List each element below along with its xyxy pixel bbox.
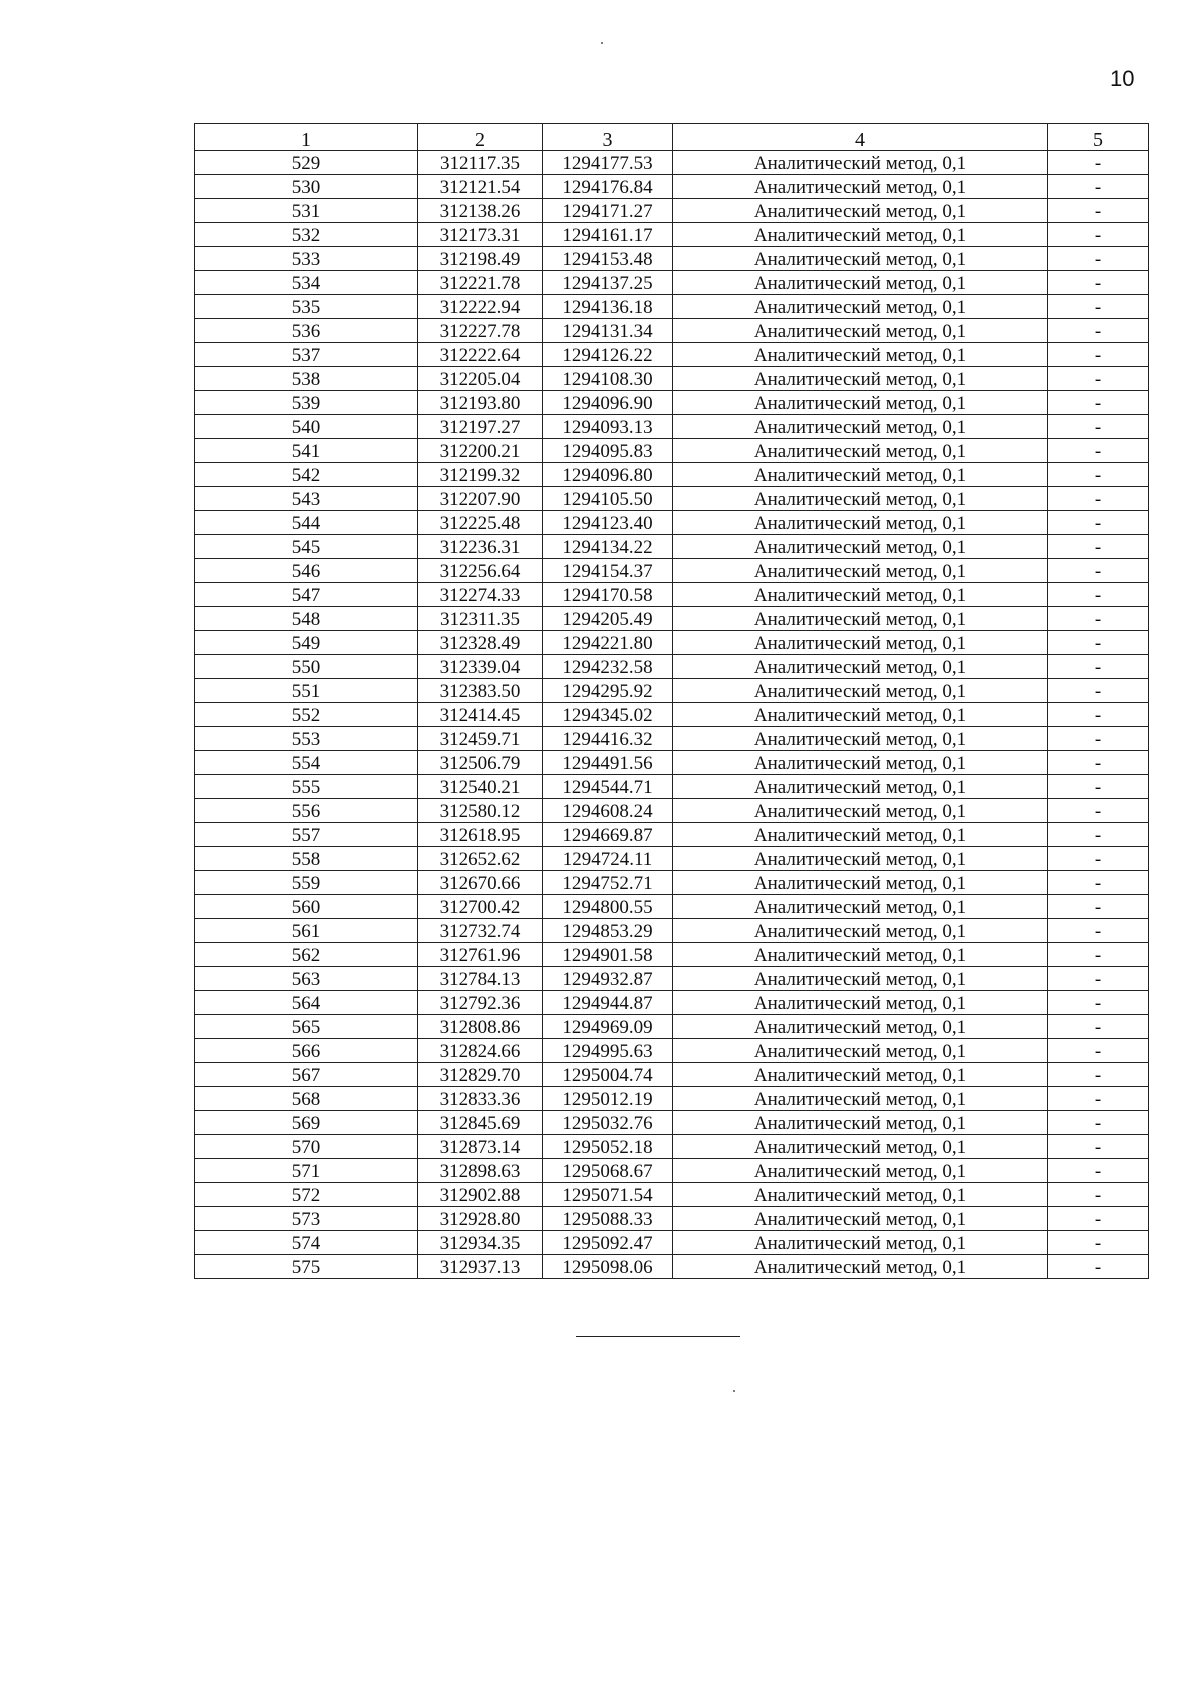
cell-method: Аналитический метод, 0,1	[673, 199, 1048, 223]
cell-method: Аналитический метод, 0,1	[673, 871, 1048, 895]
cell-method: Аналитический метод, 0,1	[673, 919, 1048, 943]
cell-x-coordinate: 312845.69	[418, 1111, 543, 1135]
cell-x-coordinate: 312121.54	[418, 175, 543, 199]
cell-x-coordinate: 312197.27	[418, 415, 543, 439]
cell-point-number: 554	[195, 751, 418, 775]
cell-note: -	[1048, 247, 1149, 271]
cell-x-coordinate: 312934.35	[418, 1231, 543, 1255]
header-col-3: 3	[543, 124, 673, 151]
header-row	[195, 124, 1149, 151]
cell-note: -	[1048, 151, 1149, 175]
cell-point-number: 534	[195, 271, 418, 295]
cell-y-coordinate: 1294177.53	[543, 151, 673, 175]
cell-point-number: 571	[195, 1159, 418, 1183]
cell-note: -	[1048, 919, 1149, 943]
cell-method: Аналитический метод, 0,1	[673, 367, 1048, 391]
cell-y-coordinate: 1294901.58	[543, 943, 673, 967]
cell-method: Аналитический метод, 0,1	[673, 1015, 1048, 1039]
cell-y-coordinate: 1294944.87	[543, 991, 673, 1015]
cell-method: Аналитический метод, 0,1	[673, 799, 1048, 823]
cell-point-number: 530	[195, 175, 418, 199]
cell-y-coordinate: 1294137.25	[543, 271, 673, 295]
table-row	[195, 799, 1149, 823]
cell-method: Аналитический метод, 0,1	[673, 247, 1048, 271]
cell-y-coordinate: 1295052.18	[543, 1135, 673, 1159]
cell-x-coordinate: 312700.42	[418, 895, 543, 919]
cell-point-number: 548	[195, 607, 418, 631]
cell-point-number: 532	[195, 223, 418, 247]
cell-method: Аналитический метод, 0,1	[673, 1135, 1048, 1159]
cell-point-number: 557	[195, 823, 418, 847]
cell-y-coordinate: 1294608.24	[543, 799, 673, 823]
cell-point-number: 549	[195, 631, 418, 655]
cell-x-coordinate: 312761.96	[418, 943, 543, 967]
cell-x-coordinate: 312928.80	[418, 1207, 543, 1231]
cell-point-number: 539	[195, 391, 418, 415]
cell-y-coordinate: 1295092.47	[543, 1231, 673, 1255]
cell-method: Аналитический метод, 0,1	[673, 847, 1048, 871]
table-row	[195, 367, 1149, 391]
header-col-2: 2	[418, 124, 543, 151]
cell-x-coordinate: 312222.94	[418, 295, 543, 319]
cell-note: -	[1048, 727, 1149, 751]
cell-x-coordinate: 312808.86	[418, 1015, 543, 1039]
cell-x-coordinate: 312225.48	[418, 511, 543, 535]
cell-method: Аналитический метод, 0,1	[673, 535, 1048, 559]
cell-note: -	[1048, 295, 1149, 319]
table-row	[195, 655, 1149, 679]
table-row	[195, 343, 1149, 367]
cell-y-coordinate: 1294095.83	[543, 439, 673, 463]
cell-method: Аналитический метод, 0,1	[673, 583, 1048, 607]
cell-note: -	[1048, 967, 1149, 991]
cell-y-coordinate: 1294416.32	[543, 727, 673, 751]
cell-method: Аналитический метод, 0,1	[673, 343, 1048, 367]
cell-note: -	[1048, 799, 1149, 823]
cell-method: Аналитический метод, 0,1	[673, 463, 1048, 487]
cell-point-number: 558	[195, 847, 418, 871]
cell-x-coordinate: 312173.31	[418, 223, 543, 247]
cell-point-number: 566	[195, 1039, 418, 1063]
cell-method: Аналитический метод, 0,1	[673, 1255, 1048, 1279]
cell-note: -	[1048, 1183, 1149, 1207]
cell-note: -	[1048, 439, 1149, 463]
cell-y-coordinate: 1295068.67	[543, 1159, 673, 1183]
cell-method: Аналитический метод, 0,1	[673, 751, 1048, 775]
cell-method: Аналитический метод, 0,1	[673, 775, 1048, 799]
cell-y-coordinate: 1294134.22	[543, 535, 673, 559]
cell-point-number: 559	[195, 871, 418, 895]
cell-point-number: 547	[195, 583, 418, 607]
cell-x-coordinate: 312222.64	[418, 343, 543, 367]
cell-y-coordinate: 1295098.06	[543, 1255, 673, 1279]
cell-point-number: 536	[195, 319, 418, 343]
cell-point-number: 546	[195, 559, 418, 583]
cell-method: Аналитический метод, 0,1	[673, 1111, 1048, 1135]
table-row	[195, 439, 1149, 463]
cell-method: Аналитический метод, 0,1	[673, 511, 1048, 535]
cell-note: -	[1048, 823, 1149, 847]
cell-note: -	[1048, 847, 1149, 871]
cell-point-number: 533	[195, 247, 418, 271]
table-row	[195, 175, 1149, 199]
cell-note: -	[1048, 535, 1149, 559]
cell-method: Аналитический метод, 0,1	[673, 319, 1048, 343]
cell-method: Аналитический метод, 0,1	[673, 271, 1048, 295]
cell-y-coordinate: 1295088.33	[543, 1207, 673, 1231]
cell-x-coordinate: 312833.36	[418, 1087, 543, 1111]
cell-y-coordinate: 1294153.48	[543, 247, 673, 271]
cell-note: -	[1048, 487, 1149, 511]
cell-method: Аналитический метод, 0,1	[673, 679, 1048, 703]
table-row	[195, 559, 1149, 583]
cell-point-number: 529	[195, 151, 418, 175]
cell-x-coordinate: 312898.63	[418, 1159, 543, 1183]
cell-y-coordinate: 1294131.34	[543, 319, 673, 343]
cell-y-coordinate: 1294544.71	[543, 775, 673, 799]
cell-y-coordinate: 1294932.87	[543, 967, 673, 991]
cell-note: -	[1048, 367, 1149, 391]
cell-y-coordinate: 1295012.19	[543, 1087, 673, 1111]
cell-note: -	[1048, 463, 1149, 487]
cell-method: Аналитический метод, 0,1	[673, 607, 1048, 631]
cell-point-number: 540	[195, 415, 418, 439]
cell-note: -	[1048, 1207, 1149, 1231]
cell-x-coordinate: 312117.35	[418, 151, 543, 175]
cell-point-number: 568	[195, 1087, 418, 1111]
table-row	[195, 271, 1149, 295]
cell-method: Аналитический метод, 0,1	[673, 391, 1048, 415]
table-header	[195, 124, 1149, 151]
table-row	[195, 727, 1149, 751]
cell-x-coordinate: 312792.36	[418, 991, 543, 1015]
cell-note: -	[1048, 1015, 1149, 1039]
coordinates-table	[194, 123, 1149, 1279]
scan-speck	[601, 42, 603, 44]
table-row	[195, 1111, 1149, 1135]
cell-note: -	[1048, 607, 1149, 631]
cell-method: Аналитический метод, 0,1	[673, 1207, 1048, 1231]
cell-y-coordinate: 1294093.13	[543, 415, 673, 439]
cell-method: Аналитический метод, 0,1	[673, 295, 1048, 319]
cell-point-number: 551	[195, 679, 418, 703]
cell-y-coordinate: 1294136.18	[543, 295, 673, 319]
cell-point-number: 561	[195, 919, 418, 943]
cell-y-coordinate: 1294105.50	[543, 487, 673, 511]
cell-note: -	[1048, 583, 1149, 607]
cell-x-coordinate: 312670.66	[418, 871, 543, 895]
cell-y-coordinate: 1295071.54	[543, 1183, 673, 1207]
cell-point-number: 545	[195, 535, 418, 559]
table-row	[195, 1087, 1149, 1111]
cell-point-number: 552	[195, 703, 418, 727]
cell-note: -	[1048, 679, 1149, 703]
table-row	[195, 1255, 1149, 1279]
cell-method: Аналитический метод, 0,1	[673, 1087, 1048, 1111]
table-row	[195, 967, 1149, 991]
cell-point-number: 553	[195, 727, 418, 751]
cell-x-coordinate: 312207.90	[418, 487, 543, 511]
cell-x-coordinate: 312221.78	[418, 271, 543, 295]
table-row	[195, 199, 1149, 223]
cell-y-coordinate: 1294669.87	[543, 823, 673, 847]
cell-note: -	[1048, 319, 1149, 343]
table-body	[195, 151, 1149, 1279]
cell-x-coordinate: 312414.45	[418, 703, 543, 727]
table-row	[195, 511, 1149, 535]
cell-method: Аналитический метод, 0,1	[673, 439, 1048, 463]
cell-note: -	[1048, 559, 1149, 583]
cell-y-coordinate: 1294800.55	[543, 895, 673, 919]
table-row	[195, 607, 1149, 631]
cell-note: -	[1048, 1039, 1149, 1063]
cell-note: -	[1048, 1111, 1149, 1135]
table-row	[195, 679, 1149, 703]
cell-method: Аналитический метод, 0,1	[673, 175, 1048, 199]
cell-method: Аналитический метод, 0,1	[673, 223, 1048, 247]
cell-y-coordinate: 1294123.40	[543, 511, 673, 535]
cell-y-coordinate: 1294345.02	[543, 703, 673, 727]
cell-y-coordinate: 1294161.17	[543, 223, 673, 247]
cell-x-coordinate: 312540.21	[418, 775, 543, 799]
table-row	[195, 151, 1149, 175]
cell-note: -	[1048, 343, 1149, 367]
cell-y-coordinate: 1295032.76	[543, 1111, 673, 1135]
cell-point-number: 556	[195, 799, 418, 823]
cell-y-coordinate: 1294724.11	[543, 847, 673, 871]
cell-y-coordinate: 1294232.58	[543, 655, 673, 679]
cell-x-coordinate: 312618.95	[418, 823, 543, 847]
cell-x-coordinate: 312824.66	[418, 1039, 543, 1063]
cell-method: Аналитический метод, 0,1	[673, 943, 1048, 967]
table-row	[195, 223, 1149, 247]
cell-note: -	[1048, 223, 1149, 247]
page-number: 10	[1110, 66, 1135, 91]
cell-point-number: 550	[195, 655, 418, 679]
cell-x-coordinate: 312199.32	[418, 463, 543, 487]
cell-note: -	[1048, 775, 1149, 799]
table-row	[195, 1015, 1149, 1039]
cell-x-coordinate: 312198.49	[418, 247, 543, 271]
table-row	[195, 631, 1149, 655]
cell-note: -	[1048, 895, 1149, 919]
table-row	[195, 823, 1149, 847]
cell-x-coordinate: 312339.04	[418, 655, 543, 679]
cell-y-coordinate: 1295004.74	[543, 1063, 673, 1087]
cell-y-coordinate: 1294096.90	[543, 391, 673, 415]
table-row	[195, 1183, 1149, 1207]
header-col-5: 5	[1048, 124, 1149, 151]
cell-y-coordinate: 1294853.29	[543, 919, 673, 943]
cell-y-coordinate: 1294205.49	[543, 607, 673, 631]
cell-note: -	[1048, 415, 1149, 439]
cell-y-coordinate: 1294154.37	[543, 559, 673, 583]
cell-x-coordinate: 312200.21	[418, 439, 543, 463]
cell-point-number: 543	[195, 487, 418, 511]
table-row	[195, 943, 1149, 967]
cell-y-coordinate: 1294295.92	[543, 679, 673, 703]
cell-point-number: 573	[195, 1207, 418, 1231]
cell-note: -	[1048, 655, 1149, 679]
table-row	[195, 583, 1149, 607]
cell-point-number: 572	[195, 1183, 418, 1207]
table-row	[195, 703, 1149, 727]
cell-x-coordinate: 312937.13	[418, 1255, 543, 1279]
cell-x-coordinate: 312311.35	[418, 607, 543, 631]
cell-note: -	[1048, 631, 1149, 655]
cell-x-coordinate: 312784.13	[418, 967, 543, 991]
cell-x-coordinate: 312506.79	[418, 751, 543, 775]
header-col-1: 1	[195, 124, 418, 151]
table-row	[195, 391, 1149, 415]
cell-note: -	[1048, 871, 1149, 895]
table-row	[195, 895, 1149, 919]
cell-x-coordinate: 312732.74	[418, 919, 543, 943]
cell-x-coordinate: 312193.80	[418, 391, 543, 415]
cell-x-coordinate: 312236.31	[418, 535, 543, 559]
cell-note: -	[1048, 943, 1149, 967]
cell-x-coordinate: 312580.12	[418, 799, 543, 823]
table-row	[195, 463, 1149, 487]
table-row	[195, 535, 1149, 559]
table-row	[195, 751, 1149, 775]
cell-point-number: 574	[195, 1231, 418, 1255]
cell-method: Аналитический метод, 0,1	[673, 655, 1048, 679]
cell-method: Аналитический метод, 0,1	[673, 967, 1048, 991]
cell-method: Аналитический метод, 0,1	[673, 487, 1048, 511]
cell-note: -	[1048, 511, 1149, 535]
end-rule-line	[576, 1336, 740, 1337]
cell-y-coordinate: 1294126.22	[543, 343, 673, 367]
cell-method: Аналитический метод, 0,1	[673, 727, 1048, 751]
cell-x-coordinate: 312138.26	[418, 199, 543, 223]
cell-x-coordinate: 312383.50	[418, 679, 543, 703]
cell-x-coordinate: 312227.78	[418, 319, 543, 343]
cell-point-number: 564	[195, 991, 418, 1015]
cell-point-number: 538	[195, 367, 418, 391]
cell-note: -	[1048, 1159, 1149, 1183]
cell-note: -	[1048, 175, 1149, 199]
header-col-4: 4	[673, 124, 1048, 151]
cell-note: -	[1048, 391, 1149, 415]
cell-point-number: 555	[195, 775, 418, 799]
cell-point-number: 570	[195, 1135, 418, 1159]
cell-point-number: 531	[195, 199, 418, 223]
cell-y-coordinate: 1294170.58	[543, 583, 673, 607]
cell-method: Аналитический метод, 0,1	[673, 1183, 1048, 1207]
cell-y-coordinate: 1294969.09	[543, 1015, 673, 1039]
cell-y-coordinate: 1294221.80	[543, 631, 673, 655]
cell-point-number: 565	[195, 1015, 418, 1039]
table-row	[195, 1135, 1149, 1159]
table-row	[195, 1063, 1149, 1087]
cell-method: Аналитический метод, 0,1	[673, 631, 1048, 655]
cell-point-number: 563	[195, 967, 418, 991]
cell-method: Аналитический метод, 0,1	[673, 1039, 1048, 1063]
cell-method: Аналитический метод, 0,1	[673, 559, 1048, 583]
cell-y-coordinate: 1294096.80	[543, 463, 673, 487]
cell-method: Аналитический метод, 0,1	[673, 895, 1048, 919]
cell-note: -	[1048, 1087, 1149, 1111]
cell-x-coordinate: 312873.14	[418, 1135, 543, 1159]
table-row	[195, 415, 1149, 439]
table-row	[195, 487, 1149, 511]
cell-note: -	[1048, 1255, 1149, 1279]
cell-method: Аналитический метод, 0,1	[673, 151, 1048, 175]
cell-note: -	[1048, 271, 1149, 295]
scan-speck	[733, 1390, 735, 1392]
cell-point-number: 575	[195, 1255, 418, 1279]
table-row	[195, 775, 1149, 799]
cell-x-coordinate: 312829.70	[418, 1063, 543, 1087]
cell-x-coordinate: 312652.62	[418, 847, 543, 871]
table-row	[195, 871, 1149, 895]
cell-method: Аналитический метод, 0,1	[673, 1063, 1048, 1087]
cell-method: Аналитический метод, 0,1	[673, 415, 1048, 439]
cell-x-coordinate: 312205.04	[418, 367, 543, 391]
cell-point-number: 537	[195, 343, 418, 367]
cell-method: Аналитический метод, 0,1	[673, 1159, 1048, 1183]
cell-y-coordinate: 1294491.56	[543, 751, 673, 775]
cell-y-coordinate: 1294108.30	[543, 367, 673, 391]
cell-point-number: 544	[195, 511, 418, 535]
cell-point-number: 535	[195, 295, 418, 319]
table-row	[195, 319, 1149, 343]
cell-note: -	[1048, 1135, 1149, 1159]
table-row	[195, 1207, 1149, 1231]
cell-method: Аналитический метод, 0,1	[673, 1231, 1048, 1255]
table-row	[195, 295, 1149, 319]
cell-method: Аналитический метод, 0,1	[673, 703, 1048, 727]
cell-point-number: 542	[195, 463, 418, 487]
table-row	[195, 919, 1149, 943]
table-row	[195, 1159, 1149, 1183]
table-row	[195, 991, 1149, 1015]
cell-point-number: 541	[195, 439, 418, 463]
table-row	[195, 1231, 1149, 1255]
cell-x-coordinate: 312459.71	[418, 727, 543, 751]
cell-point-number: 567	[195, 1063, 418, 1087]
cell-note: -	[1048, 1231, 1149, 1255]
cell-note: -	[1048, 1063, 1149, 1087]
cell-x-coordinate: 312902.88	[418, 1183, 543, 1207]
cell-note: -	[1048, 991, 1149, 1015]
cell-x-coordinate: 312328.49	[418, 631, 543, 655]
cell-method: Аналитический метод, 0,1	[673, 991, 1048, 1015]
cell-y-coordinate: 1294176.84	[543, 175, 673, 199]
table-row	[195, 247, 1149, 271]
cell-note: -	[1048, 703, 1149, 727]
cell-note: -	[1048, 199, 1149, 223]
cell-x-coordinate: 312256.64	[418, 559, 543, 583]
cell-note: -	[1048, 751, 1149, 775]
table-row	[195, 847, 1149, 871]
cell-method: Аналитический метод, 0,1	[673, 823, 1048, 847]
cell-point-number: 560	[195, 895, 418, 919]
cell-y-coordinate: 1294171.27	[543, 199, 673, 223]
cell-x-coordinate: 312274.33	[418, 583, 543, 607]
cell-y-coordinate: 1294752.71	[543, 871, 673, 895]
table-row	[195, 1039, 1149, 1063]
cell-point-number: 562	[195, 943, 418, 967]
cell-point-number: 569	[195, 1111, 418, 1135]
cell-y-coordinate: 1294995.63	[543, 1039, 673, 1063]
